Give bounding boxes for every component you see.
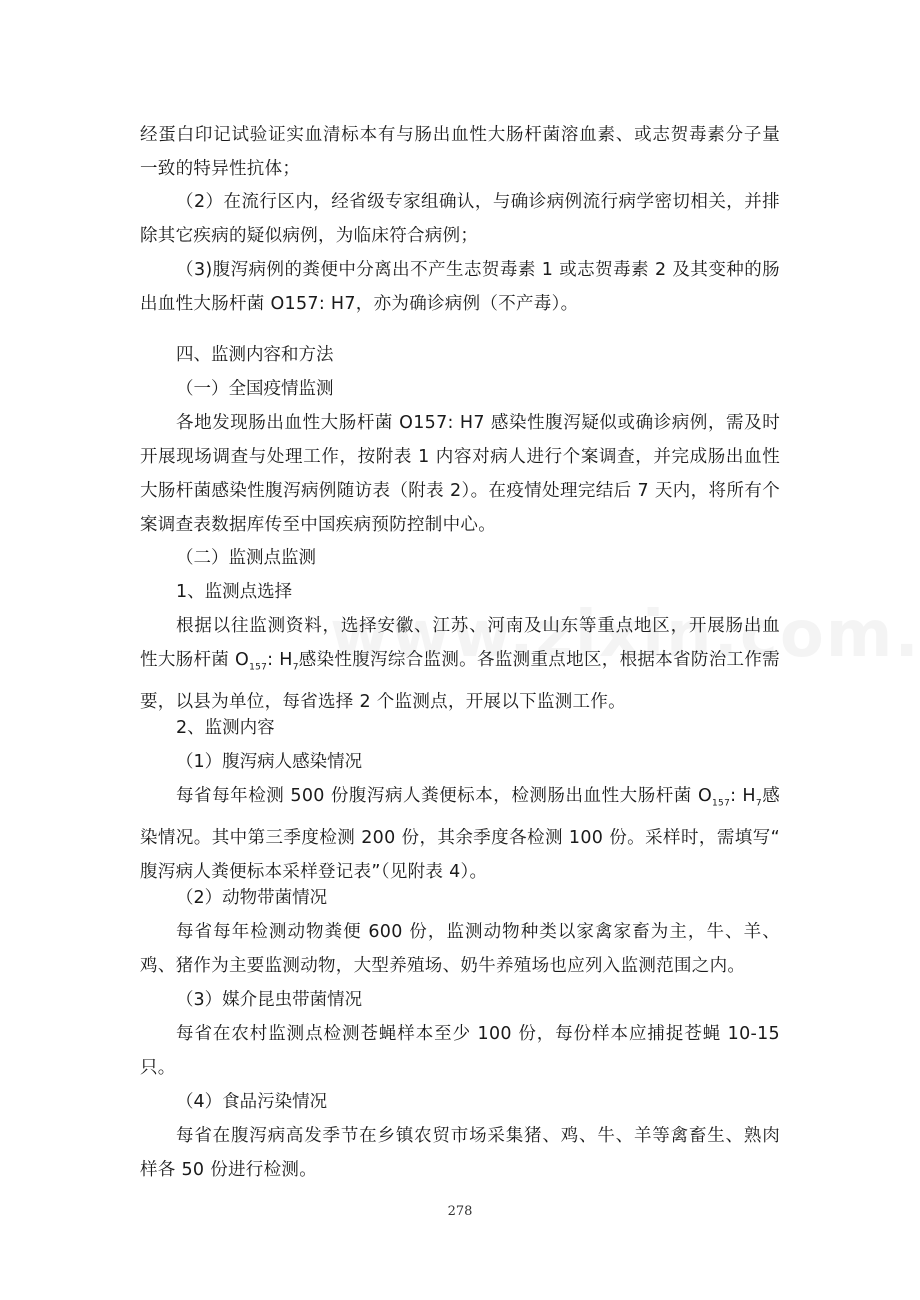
item-heading: （1）腹泻病人感染情况 — [176, 752, 363, 772]
paragraph: 每省每年检测动物粪便 600 份，监测动物种类以家禽家畜为主，牛、羊、鸡、猪作为主要监测动物，大型养殖场、奶牛养殖场也应列入监测范围之内。 — [140, 922, 780, 976]
subscript: 7 — [755, 798, 762, 809]
subscript: 157 — [249, 662, 268, 673]
paragraph: （2）在流行区内，经省级专家组确认，与确诊病例流行病学密切相关，并排除其它疾病的疑似病例，为临床符合病例； — [140, 192, 780, 246]
text-run: 感染情况。其中第三季度检测 200 份，其余季度各检测 100 份。采样时，需填写“ 腹泻病人粪便标本采样登记表”（见附表 4）。 — [140, 786, 780, 882]
text-run: 根据以往监测资料，选择安徽、江苏、河南及山东等重点地区，开展肠出血性大肠杆菌 O — [140, 616, 780, 670]
paragraph: （3)腹泻病例的粪便中分离出不产生志贺毒素 1 或志贺毒素 2 及其变种的肠出血性大肠杆菌 O157: H7，亦为确诊病例（不产毒）。 — [140, 260, 780, 314]
subscript: 7 — [292, 662, 299, 673]
page-number: 278 — [447, 1204, 473, 1219]
text-run: : H — [730, 786, 756, 806]
item-heading: 1、监测点选择 — [176, 582, 293, 602]
paragraph: 每省在农村监测点检测苍蝇样本至少 100 份，每份样本应捕捉苍蝇 10-15 只。 — [140, 1024, 780, 1078]
item-heading: （2）动物带菌情况 — [176, 888, 328, 908]
text-run: 感染性腹泻综合监测。各监测重点地区，根据本省防治工作需要，以县为单位，每省选择 2 个监测点，开展以下监测工作。 — [140, 650, 780, 712]
item-heading: （3）媒介昆虫带菌情况 — [176, 990, 363, 1010]
paragraph: 每省在腹泻病高发季节在乡镇农贸市场采集猪、鸡、牛、羊等禽畜生、熟肉样各 50 份进行检测。 — [140, 1126, 780, 1180]
subscript: 157 — [712, 798, 731, 809]
paragraph: 各地发现肠出血性大肠杆菌 O157: H7 感染性腹泻疑似或确诊病例，需及时开展现场调查与处理工作，按附表 1 内容对病人进行个案调查，并完成肠出血性大肠杆菌感染性腹泻病例随访表（附表 2）。在疫情处理完结后 7 天内，将所有个案调查表数据库传至中国疾病预防控制中心。 — [140, 413, 780, 535]
item-heading: （4）食品污染情况 — [176, 1092, 328, 1112]
subsection-heading: （二）监测点监测 — [176, 548, 316, 568]
subsection-heading: （一）全国疫情监测 — [176, 379, 334, 399]
item-heading: 2、监测内容 — [176, 718, 275, 738]
text-run: : H — [267, 650, 293, 670]
paragraph: 经蛋白印记试验证实血清标本有与肠出血性大肠杆菌溶血素、或志贺毒素分子量一致的特异性抗体； — [140, 125, 780, 179]
section-heading: 四、监测内容和方法 — [176, 345, 334, 365]
paragraph — [140, 779, 780, 889]
text-run: 每省每年检测 500 份腹泻病人粪便标本，检测肠出血性大肠杆菌 O — [176, 786, 713, 806]
watermark — [330, 598, 920, 672]
